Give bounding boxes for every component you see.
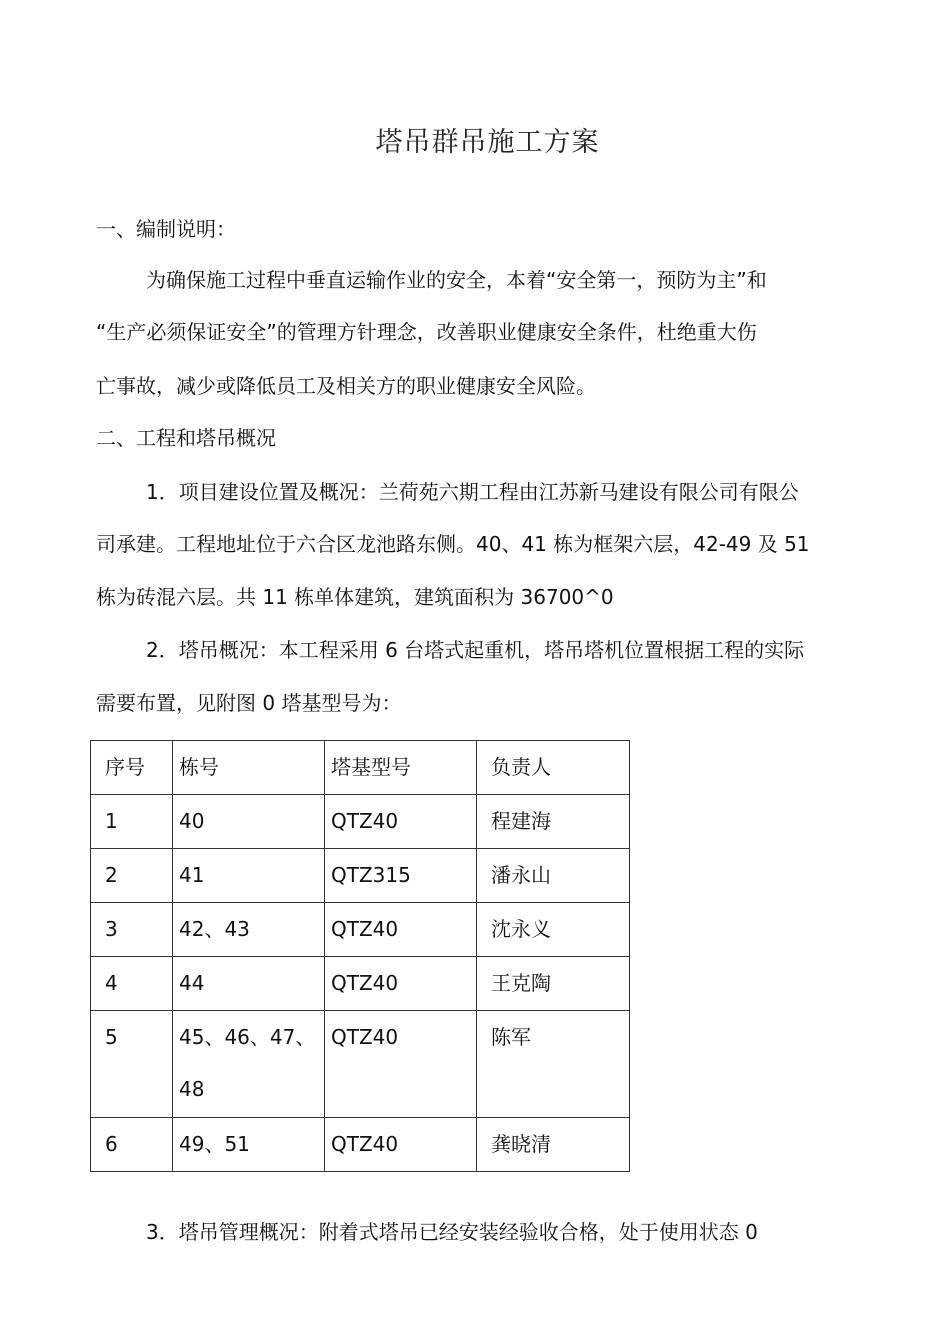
table-cell: 潘永山 [477, 849, 630, 903]
paragraph-line: 1．项目建设位置及概况：兰荷苑六期工程由江苏新马建设有限公司有限公 [146, 480, 799, 504]
table-cell: 41 [173, 849, 325, 903]
table-cell: 44 [173, 957, 325, 1011]
table-cell: QTZ40 [325, 903, 477, 957]
table-cell: QTZ40 [325, 795, 477, 849]
section-heading-overview: 二、工程和塔吊概况 [96, 426, 276, 450]
table-cell: QTZ40 [325, 1118, 477, 1172]
table-cell: 2 [91, 849, 173, 903]
table-header-cell: 栋号 [173, 741, 325, 795]
table-cell: 龚晓清 [477, 1118, 630, 1172]
section-heading-compilation: 一、编制说明： [96, 217, 236, 241]
tower-crane-table [90, 740, 630, 1172]
table-header-row [91, 741, 630, 795]
table-cell: 6 [91, 1118, 173, 1172]
table-cell: 4 [91, 957, 173, 1011]
table-header-cell: 负责人 [477, 741, 630, 795]
table-header-cell: 塔基型号 [325, 741, 477, 795]
table-cell: 程建海 [477, 795, 630, 849]
table-cell: 5 [91, 1011, 173, 1118]
table-header-cell: 序号 [91, 741, 173, 795]
table-cell: 1 [91, 795, 173, 849]
paragraph-line: 2．塔吊概况：本工程采用 6 台塔式起重机，塔吊塔机位置根据工程的实际 [146, 638, 805, 662]
document-title: 塔吊群吊施工方案 [375, 127, 600, 158]
paragraph-line: 为确保施工过程中垂直运输作业的安全，本着“安全第一，预防为主”和 [146, 268, 767, 292]
table-cell: QTZ40 [325, 1011, 477, 1118]
paragraph-line: 亡事故，减少或降低员工及相关方的职业健康安全风险。 [96, 374, 596, 398]
table-row [91, 1118, 630, 1172]
table-cell: 45、46、47、48 [173, 1011, 325, 1118]
paragraph-line: 3．塔吊管理概况：附着式塔吊已经安装经验收合格，处于使用状态 0 [146, 1220, 758, 1244]
table-row [91, 1011, 630, 1118]
table-cell: 49、51 [173, 1118, 325, 1172]
paragraph-line: 需要布置，见附图 0 塔基型号为： [96, 691, 402, 715]
table-cell: 42、43 [173, 903, 325, 957]
table-cell: 40 [173, 795, 325, 849]
table-cell: 3 [91, 903, 173, 957]
table-cell: 陈军 [477, 1011, 630, 1118]
paragraph-line: “生产必须保证安全”的管理方针理念，改善职业健康安全条件，杜绝重大伤 [96, 320, 757, 344]
paragraph-line: 司承建。工程地址位于六合区龙池路东侧。40、41 栋为框架六层，42-49 及 51 [96, 532, 810, 556]
table-cell: QTZ40 [325, 957, 477, 1011]
table-row [91, 795, 630, 849]
table-cell: QTZ315 [325, 849, 477, 903]
table-row [91, 849, 630, 903]
table-row [91, 903, 630, 957]
paragraph-line: 栋为砖混六层。共 11 栋单体建筑，建筑面积为 36700^0 [96, 585, 614, 609]
table-row [91, 957, 630, 1011]
table-cell: 王克陶 [477, 957, 630, 1011]
table-cell: 沈永义 [477, 903, 630, 957]
